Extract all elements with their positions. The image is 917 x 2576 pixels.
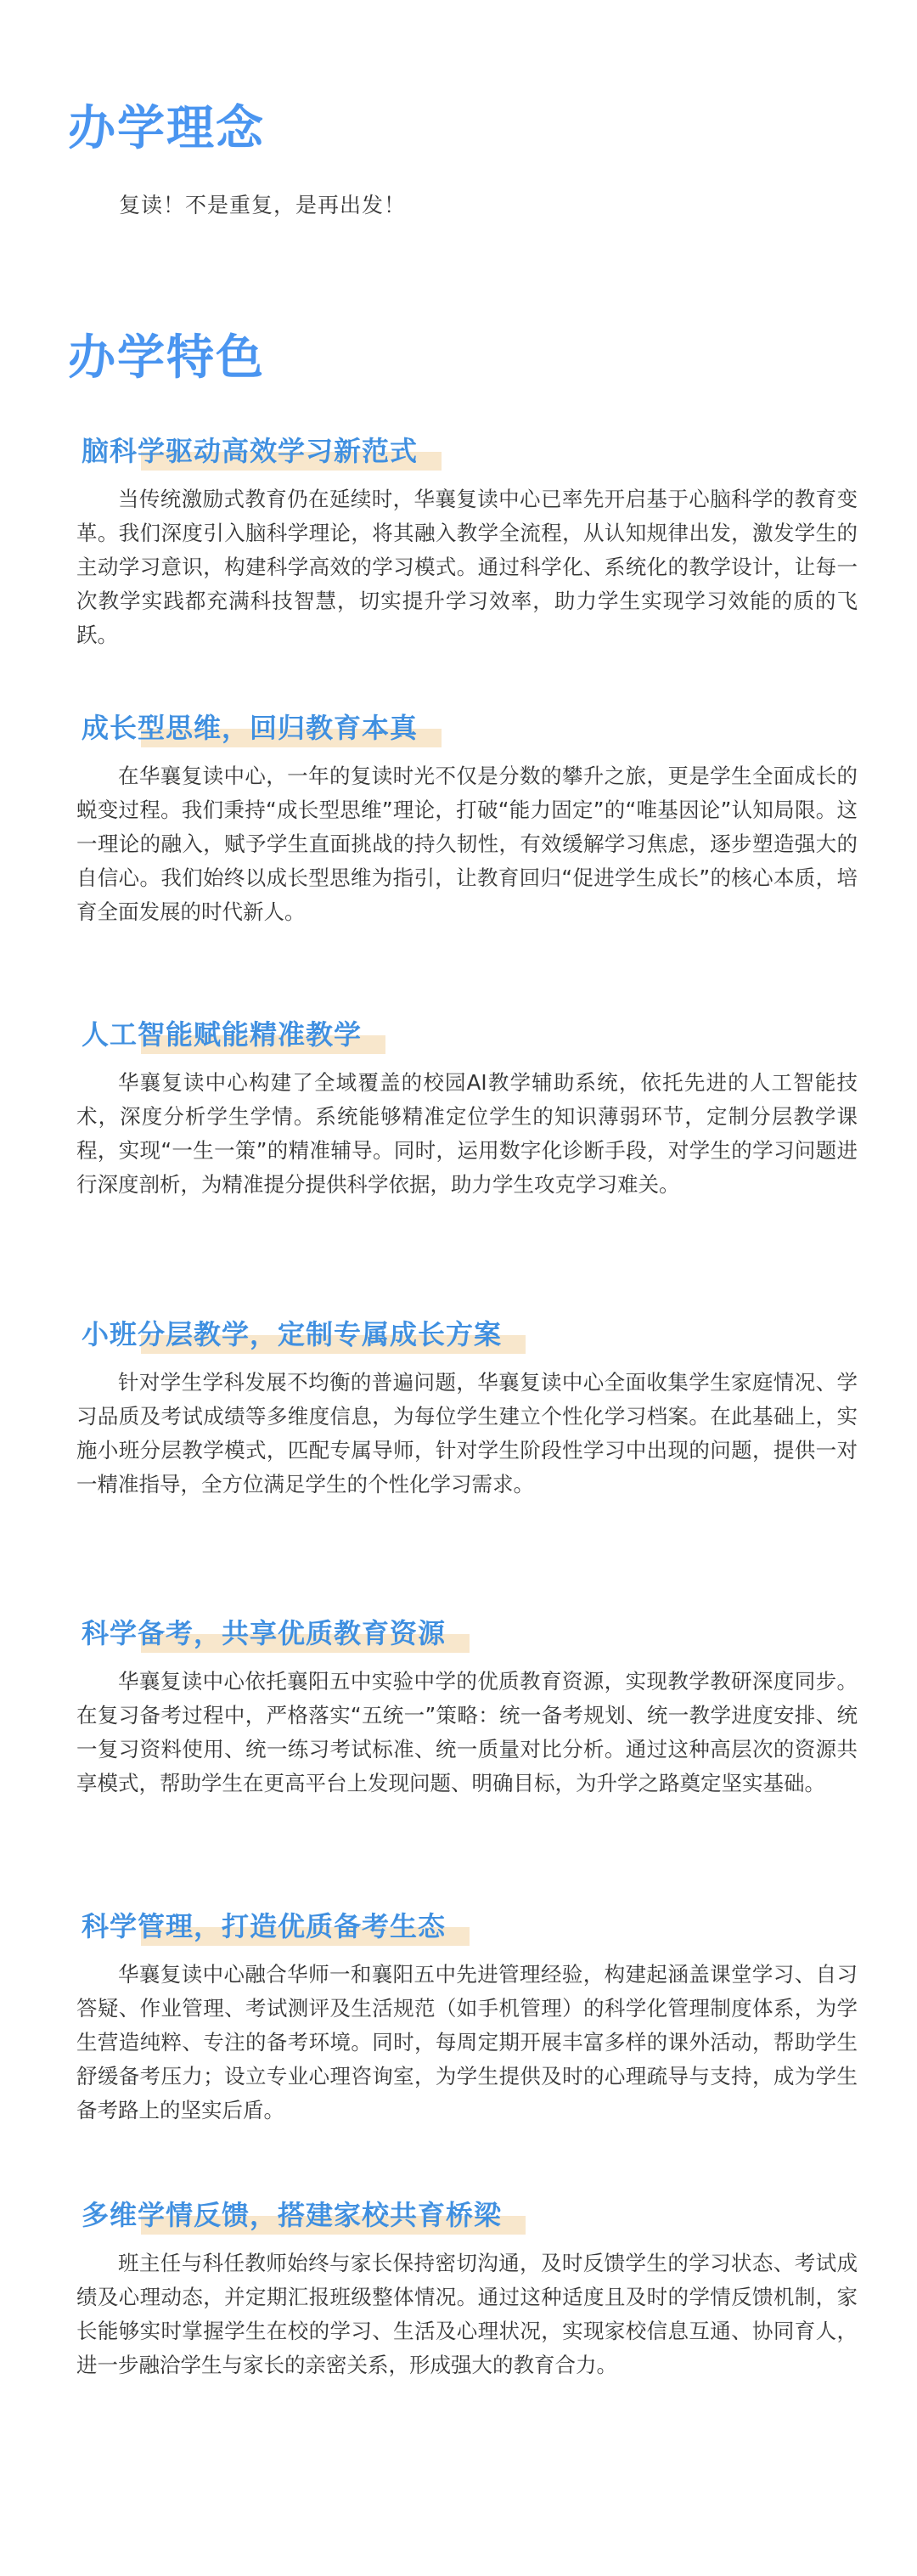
feature-section-growth-mindset (76, 708, 858, 929)
feature-section-exam-prep (76, 1614, 858, 1801)
feature-title-brain-science: 脑科学驱动高效学习新范式 (82, 431, 418, 471)
feature-body-exam-prep: 华襄复读中心依托襄阳五中实验中学的优质教育资源，实现教学教研深度同步。在复习备考过程中，严格落实“五统一”策略：统一备考规划、统一教学进度安排、统一复习资料使用、统一练习考试标准、统一质量对比分析。通过这种高层次的资源共享模式，帮助学生在更高平台上发现问题、明确目标，为升学之路奠定坚实基础。 (76, 1669, 858, 1795)
feature-title-management: 科学管理，打造优质备考生态 (82, 1907, 446, 1946)
feature-section-feedback (76, 2196, 858, 2382)
feature-title-ai-teaching: 人工智能赋能精准教学 (82, 1015, 362, 1054)
philosophy-text: 复读！不是重复，是再出发！ (119, 193, 407, 217)
features-title: 办学特色 (68, 330, 265, 386)
philosophy-title: 办学理念 (68, 101, 265, 156)
feature-body-feedback: 班主任与科任教师始终与家长保持密切沟通，及时反馈学生的学习状态、考试成绩及心理动态，并定期汇报班级整体情况。通过这种适度且及时的学情反馈机制，家长能够实时掌握学生在校的学习、生活及心理状况，实现家校信息互通、协同育人，进一步融洽学生与家长的亲密关系，形成强大的教育合力。 (76, 2251, 858, 2377)
feature-body-management: 华襄复读中心融合华师一和襄阳五中先进管理经验，构建起涵盖课堂学习、自习答疑、作业管理、考试测评及生活规范（如手机管理）的科学化管理制度体系，为学生营造纯粹、专注的备考环境。同时，每周定期开展丰富多样的课外活动，帮助学生舒缓备考压力；设立专业心理咨询室，为学生提供及时的心理疏导与支持，成为学生备考路上的坚实后盾。 (76, 1962, 858, 2122)
feature-body-ai-teaching: 华襄复读中心构建了全域覆盖的校园AI教学辅助系统，依托先进的人工智能技术，深度分析学生学情。系统能够精准定位学生的知识薄弱环节，定制分层教学课程，实现“一生一策”的精准辅导。同时，运用数字化诊断手段，对学生的学习问题进行深度剖析，为精准提分提供科学依据，助力学生攻克学习难关。 (76, 1070, 858, 1197)
feature-section-brain-science (76, 431, 858, 652)
feature-body-brain-science: 当传统激励式教育仍在延续时，华襄复读中心已率先开启基于心脑科学的教育变革。我们深度引入脑科学理论，将其融入教学全流程，从认知规律出发，激发学生的主动学习意识，构建科学高效的学习模式。通过科学化、系统化的教学设计，让每一次教学实践都充满科技智慧，切实提升学习效率，助力学生实现学习效能的质的飞跃。 (76, 487, 858, 647)
feature-title-feedback: 多维学情反馈，搭建家校共育桥梁 (82, 2196, 502, 2235)
feature-title-exam-prep: 科学备考，共享优质教育资源 (82, 1614, 446, 1653)
feature-section-ai-teaching (76, 1015, 858, 1202)
feature-section-small-class (76, 1315, 858, 1502)
feature-title-growth-mindset: 成长型思维，回归教育本真 (82, 708, 418, 747)
feature-title-small-class: 小班分层教学，定制专属成长方案 (82, 1315, 502, 1354)
feature-body-growth-mindset: 在华襄复读中心，一年的复读时光不仅是分数的攀升之旅，更是学生全面成长的蜕变过程。我们秉持“成长型思维”理论，打破“能力固定”的“唯基因论”认知局限。这一理论的融入，赋予学生直面挑战的持久韧性，有效缓解学习焦虑，逐步塑造强大的自信心。我们始终以成长型思维为指引，让教育回归“促进学生成长”的核心本质，培育全面发展的时代新人。 (76, 764, 858, 924)
feature-body-small-class: 针对学生学科发展不均衡的普遍问题，华襄复读中心全面收集学生家庭情况、学习品质及考试成绩等多维度信息，为每位学生建立个性化学习档案。在此基础上，实施小班分层教学模式，匹配专属导师，针对学生阶段性学习中出现的问题，提供一对一精准指导，全方位满足学生的个性化学习需求。 (76, 1370, 858, 1497)
feature-section-management (76, 1907, 858, 2128)
